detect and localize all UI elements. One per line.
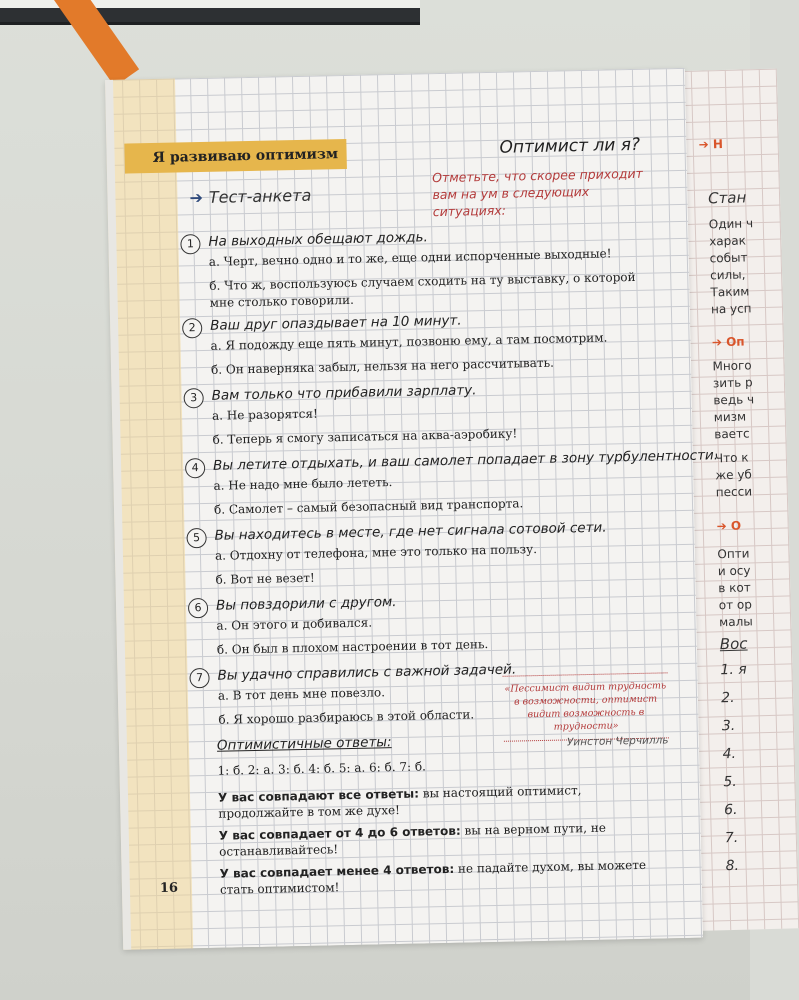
right-para1-2: событ	[709, 250, 748, 266]
question-number: 1	[180, 234, 200, 254]
right-list-head: Вос	[719, 634, 748, 654]
right-para2-0: Много	[712, 358, 752, 374]
right-para1-3: силы,	[709, 267, 746, 283]
result-label: У вас совпадает менее 4 ответов:	[219, 861, 455, 881]
right-para1-4: Таким	[710, 284, 750, 300]
answer-b: б. Он наверняка забыл, нельзя на него рассчитывать.	[210, 355, 555, 377]
answer-b: б. Он был в плохом настроении в тот день.	[216, 637, 489, 657]
right-arrow2-text: О	[730, 518, 742, 533]
result-4-6	[219, 818, 670, 859]
right-page-heading: ➔ Н	[698, 137, 724, 152]
right-para1-5: на усп	[710, 301, 752, 317]
right-para3-1: же уб	[715, 467, 753, 483]
question-text: На выходных обещают дождь.	[208, 229, 428, 250]
right-arrow1: ➔ Оп	[711, 334, 745, 350]
notebook-page	[105, 68, 719, 950]
right-para4-0: Опти	[717, 546, 750, 562]
answers-heading: Оптимистичные ответы:	[216, 734, 392, 754]
right-para2-1: зить р	[712, 375, 753, 391]
right-list-2: 3.	[721, 717, 736, 735]
right-para4-4: малы	[719, 614, 753, 630]
answer-a: а. Он этого и добивался.	[216, 615, 373, 633]
question-number: 2	[182, 318, 202, 338]
quote-author: Уинстон Черчилль	[566, 734, 669, 749]
result-text: вы настоящий оптимист, продолжайте в том же духе!	[218, 783, 582, 821]
result-less-4	[219, 856, 670, 897]
answer-a: а. Я подожду еще пять минут, позвоню ему, а там посмотрим.	[210, 330, 608, 353]
quote: «Пессимист видит трудность в возможности, оптимист видит возможность в трудности»	[503, 672, 669, 741]
question-number: 5	[186, 528, 206, 548]
answer-a: а. Черт, вечно одно и то же, еще одни испорченные выходные!	[208, 246, 612, 269]
question-number: 6	[188, 598, 208, 618]
question-text: Вы удачно справились с важной задачей.	[217, 661, 517, 684]
right-list-0: 1. я	[720, 661, 747, 679]
question-number: 7	[189, 668, 209, 688]
arrow-icon: ➔	[189, 187, 204, 208]
right-list-5: 6.	[723, 801, 738, 819]
question-6	[188, 589, 659, 655]
right-list-4: 5.	[723, 773, 737, 791]
right-para3-0: Что к	[714, 450, 749, 466]
right-para2-2: ведь ч	[713, 392, 755, 408]
answer-b: б. Что ж, воспользуюсь случаем сходить на ту выставку, о которой мне столько говорили.	[209, 269, 636, 310]
answer-a: а. В тот день мне повезло.	[217, 685, 386, 703]
answer-b: б. Вот не везет!	[215, 570, 315, 587]
answer-b: б. Самолет – самый безопасный вид транспорта.	[213, 496, 524, 517]
question-text: Вы повздорили с другом.	[215, 594, 397, 614]
chapter-banner: Я развиваю оптимизм	[124, 139, 347, 174]
answers-key: 1: б. 2: а. 3: б. 4: б. 5: а. 6: б. 7: б.	[217, 759, 427, 778]
question-number: 4	[185, 458, 205, 478]
right-list-7: 8.	[725, 857, 740, 875]
question-3	[183, 379, 654, 445]
right-para4-1: и осу	[717, 563, 751, 579]
right-para1-1: харак	[709, 233, 747, 249]
page-title: Оптимист ли я?	[499, 134, 641, 158]
right-para4-3: от ор	[718, 597, 753, 613]
answer-a: а. Отдохну от телефона, мне это только на пользу.	[214, 542, 538, 563]
result-text: вы на верном пути, не останавливайтесь!	[219, 820, 607, 859]
result-all	[218, 780, 669, 821]
right-arrow1-text: Оп	[725, 334, 745, 349]
answer-a: а. Не надо мне было лететь.	[213, 475, 393, 493]
question-1	[180, 225, 651, 310]
right-para2-4: ваетс	[714, 426, 750, 442]
answer-a: а. Не разорятся!	[211, 406, 318, 423]
result-label: У вас совпадает от 4 до 6 ответов:	[218, 823, 461, 843]
question-5	[186, 519, 657, 585]
question-text: Вам только что прибавили зарплату.	[211, 382, 477, 404]
right-line1: Стан	[707, 188, 747, 208]
question-text: Вы находитесь в месте, где нет сигнала сотовой сети.	[214, 519, 607, 544]
result-text: не падайте духом, вы можете стать оптимистом!	[219, 857, 647, 897]
question-4	[185, 447, 719, 517]
page-number: 16	[159, 880, 179, 897]
instruction-text: Отметьте, что скорее приходит вам на ум в следующих ситуациях:	[431, 165, 644, 220]
question-text: Ваш друг опаздывает на 10 минут.	[210, 312, 462, 334]
right-list-6: 7.	[724, 829, 739, 847]
right-para4-2: в кот	[718, 580, 751, 596]
result-label: У вас совпадают все ответы:	[217, 786, 420, 805]
question-text: Вы летите отдыхать, и ваш самолет попадает в зону турбулентности.	[212, 447, 719, 474]
right-list-1: 2.	[720, 689, 735, 707]
section-heading	[189, 186, 311, 208]
section-label: Тест-анкета	[208, 185, 312, 207]
right-list-3: 4.	[722, 745, 737, 763]
right-para3-2: песси	[715, 484, 753, 500]
right-para1-0: Один ч	[708, 216, 754, 232]
right-para2-3: мизм	[713, 409, 747, 425]
right-arrow2: ➔ О	[716, 518, 742, 534]
question-number: 3	[183, 388, 203, 408]
answer-b: б. Теперь я смогу записаться на аква-аэробику!	[212, 426, 518, 447]
answer-b: б. Я хорошо разбираюсь в этой области.	[218, 707, 475, 727]
question-2	[182, 309, 653, 375]
question-7	[189, 661, 517, 727]
right-heading-text: Н	[712, 137, 724, 152]
